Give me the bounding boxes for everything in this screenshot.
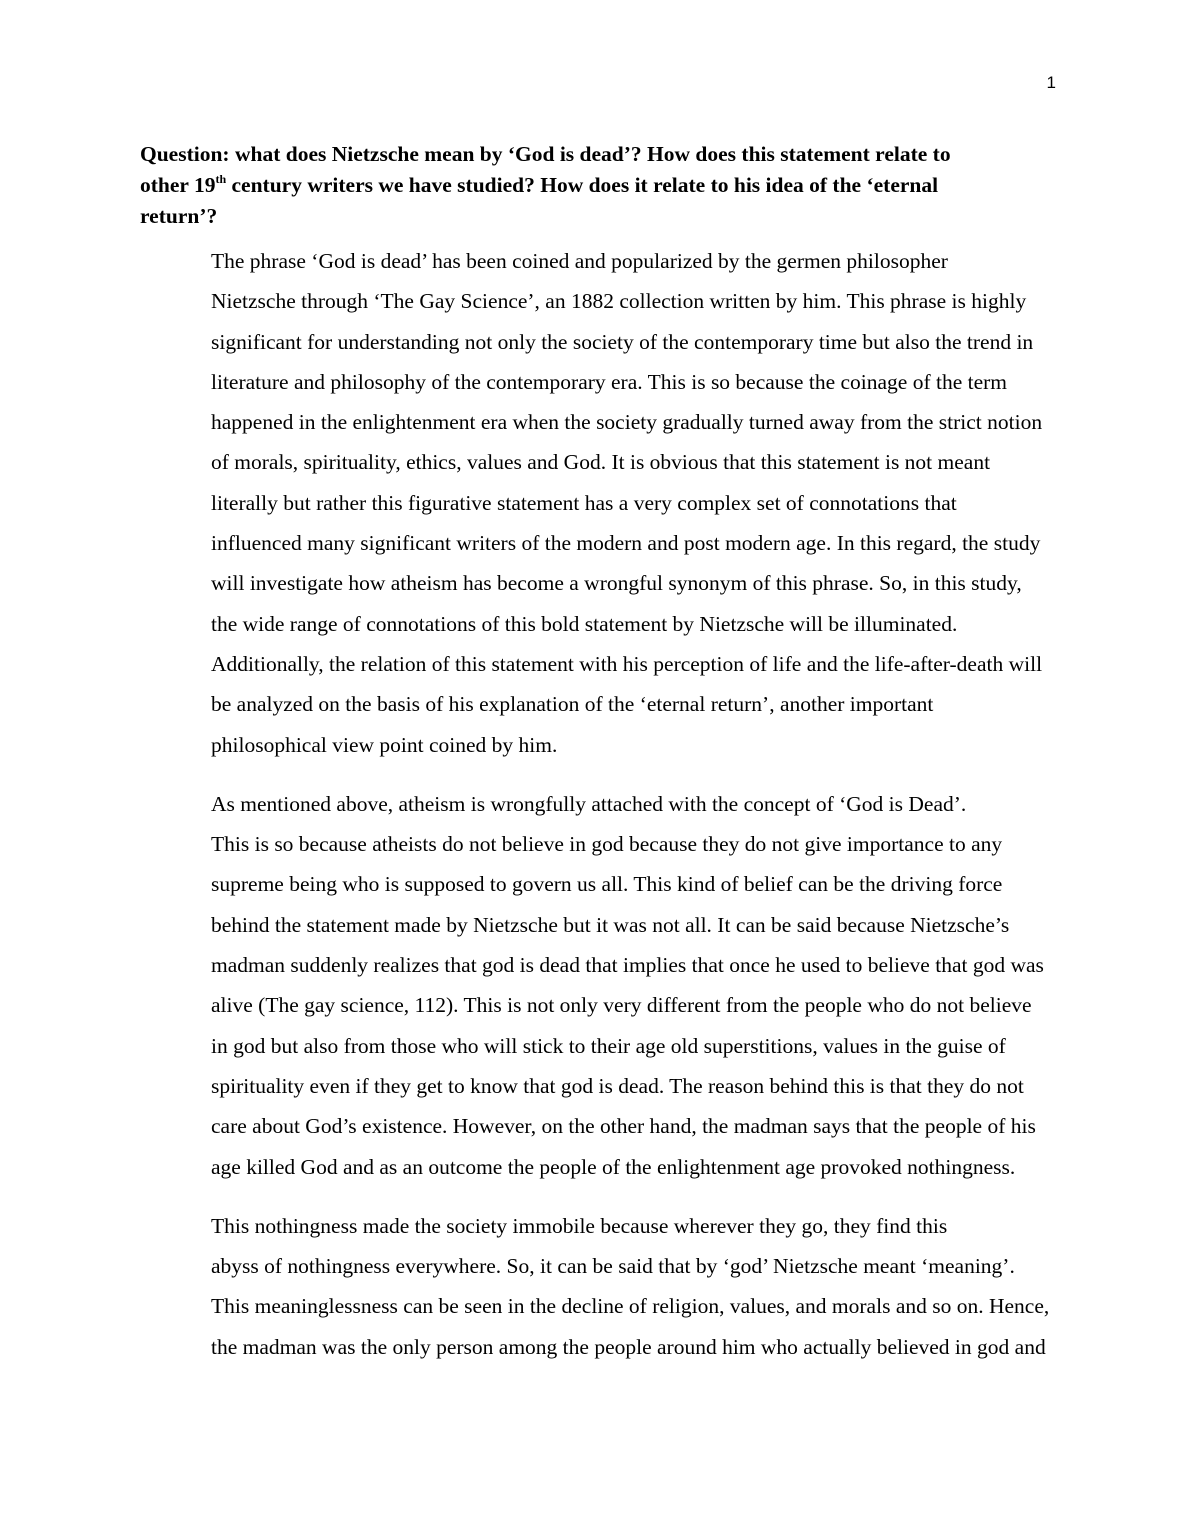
paragraph-line: Nietzsche through ‘The Gay Science’, an 1882 collection written by him. This phrase is highly (211, 289, 1027, 314)
paragraph-line: philosophical view point coined by him. (211, 732, 558, 757)
paragraph-line: literally but rather this figurative statement has a very complex set of connotations that (211, 490, 957, 515)
paragraph-line: madman suddenly realizes that god is dead that implies that once he used to believe that god was (211, 953, 1044, 978)
paragraph-line: the wide range of connotations of this bold statement by Nietzsche will be illuminated. (211, 611, 958, 636)
question-text: other 19 (140, 173, 216, 197)
question-line: return’? (140, 204, 218, 228)
paragraph-2 (140, 784, 1052, 1187)
question-heading (140, 139, 1052, 232)
paragraph-line: the madman was the only person among the people around him who actually believed in god and (211, 1334, 1046, 1359)
paragraph-line: This is so because atheists do not believe in god because they do not give importance to any (211, 832, 1003, 857)
paragraph-line: of morals, spirituality, ethics, values and God. It is obvious that this statement is not meant (211, 450, 991, 475)
paragraph-line: spirituality even if they get to know that god is dead. The reason behind this is that they do not (211, 1073, 1024, 1098)
paragraph-line: literature and philosophy of the contemporary era. This is so because the coinage of the term (211, 369, 1008, 394)
paragraph-line: influenced many significant writers of the modern and post modern age. In this regard, the study (211, 531, 1041, 556)
paragraph-3 (140, 1206, 1052, 1367)
paragraph-line: in god but also from those who will stick to their age old superstitions, values in the guise of (211, 1033, 1006, 1058)
paragraph-line: behind the statement made by Nietzsche but it was not all. It can be said because Nietzsche’s (211, 912, 1010, 937)
paragraph-line: supreme being who is supposed to govern us all. This kind of belief can be the driving force (211, 872, 1003, 897)
question-line (140, 170, 1052, 201)
paragraph-line: The phrase ‘God is dead’ has been coined and popularized by the germen philosopher (211, 249, 948, 273)
paragraph-1 (140, 241, 1052, 765)
paragraph-line: As mentioned above, atheism is wrongfully attached with the concept of ‘God is Dead’. (211, 791, 967, 816)
paragraph-line: age killed God and as an outcome the people of the enlightenment age provoked nothingness. (211, 1154, 1016, 1179)
question-line: Question: what does Nietzsche mean by ‘God is dead’? How does this statement relate to (140, 142, 951, 166)
ordinal-superscript: th (215, 172, 227, 186)
question-text: century writers we have studied? How does it relate to his idea of the ‘eternal (226, 173, 939, 197)
paragraph-line: be analyzed on the basis of his explanation of the ‘eternal return’, another important (211, 692, 934, 717)
paragraph-line: This meaninglessness can be seen in the decline of religion, values, and morals and so on. Hence, (211, 1294, 1050, 1319)
paragraph-line: This nothingness made the society immobile because wherever they go, they find this (211, 1213, 948, 1238)
paragraph-line: abyss of nothingness everywhere. So, it can be said that by ‘god’ Nietzsche meant ‘meaning’. (211, 1254, 1015, 1279)
paragraph-line: Additionally, the relation of this statement with his perception of life and the life-after-death will (211, 651, 1043, 676)
paragraph-line: will investigate how atheism has become a wrongful synonym of this phrase. So, in this study, (211, 571, 1022, 596)
paragraph-line: happened in the enlightenment era when the society gradually turned away from the strict notion (211, 410, 1043, 435)
page-number: 1 (1046, 73, 1056, 92)
paragraph-line: alive (The gay science, 112). This is not only very different from the people who do not believe (211, 993, 1032, 1018)
document-body (140, 139, 1052, 1386)
paragraph-line: care about God’s existence. However, on the other hand, the madman says that the people of his (211, 1114, 1036, 1139)
paragraph-line: significant for understanding not only the society of the contemporary time but also the trend in (211, 329, 1034, 354)
